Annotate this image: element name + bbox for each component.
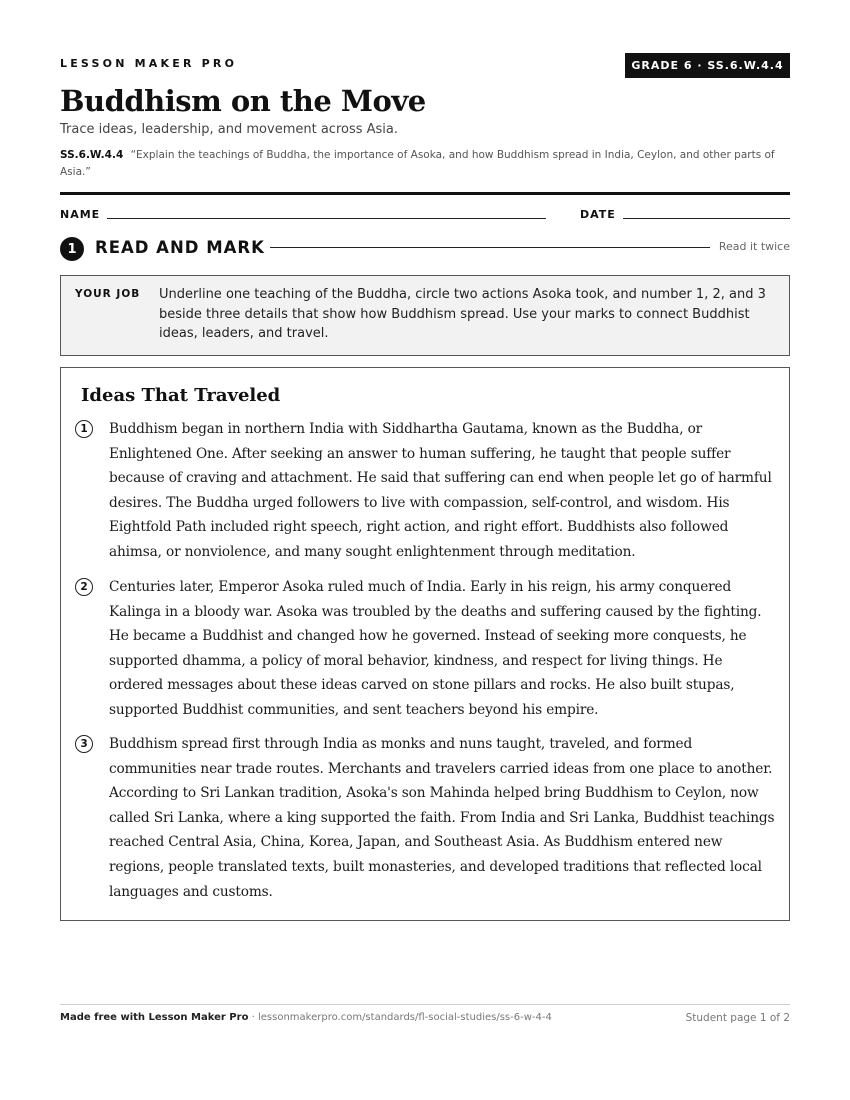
date-label: DATE	[580, 208, 616, 221]
section-number-badge: 1	[60, 237, 84, 261]
paragraph-text: Buddhism spread first through India as monks and nuns taught, traveled, and formed communities near trade routes. Merchants and travelers carried ideas from one place to another. According to Sri Lankan tradition, Asoka's son Mahinda helped bring Buddhism to Ceylon, now called Sri Lanka, where a king supported the faith. From India and Sri Lanka, Buddhist teachings reached Central Asia, China, Korea, Japan, and Southeast Asia. As Buddhism entered new regions, people translated texts, built monasteries, and developed traditions that reflected local languages and customs.	[109, 736, 775, 900]
section-note: Read it twice	[718, 240, 790, 253]
page-subtitle: Trace ideas, leadership, and movement across Asia.	[60, 122, 399, 137]
section-title: READ AND MARK	[95, 238, 265, 257]
grade-badge: GRADE 6 · SS.6.W.4.4	[625, 53, 790, 78]
your-job-label: YOUR JOB	[75, 288, 141, 300]
page-indicator: Student page 1 of 2	[685, 1012, 790, 1024]
standard-code: SS.6.W.4.4	[60, 149, 124, 161]
page-title: Buddhism on the Move	[60, 84, 426, 118]
date-field[interactable]	[623, 218, 790, 219]
your-job-text: Underline one teaching of the Buddha, circle two actions Asoka took, and number 1, 2, and 3 beside three details that show how Buddhism spread. Use your marks to connect Buddhist ideas, leaders, and travel.	[159, 287, 766, 341]
footer-credit	[60, 1012, 552, 1023]
footer-divider	[60, 1004, 790, 1005]
standard-text: “Explain the teachings of Buddha, the importance of Asoka, and how Buddhism spread in India, Ceylon, and other parts of Asia.”	[60, 149, 775, 178]
brand-name: LESSON MAKER PRO	[60, 57, 238, 70]
reading-passage-box	[60, 367, 790, 921]
paragraph-number: 3	[75, 735, 93, 753]
header-divider	[60, 192, 790, 195]
paragraph-text: Centuries later, Emperor Asoka ruled much of India. Early in his reign, his army conquered Kalinga in a bloody war. Asoka was troubled by the deaths and suffering caused by the fighting. He became a Buddhist and changed how he governed. Instead of seeking more conquests, he supported dhamma, a policy of moral behavior, kindness, and respect for living things. He ordered messages about these ideas carved on stone pillars and rocks. He also built stupas, supported Buddhist communities, and sent teachers beyond his empire.	[109, 579, 762, 718]
reading-title: Ideas That Traveled	[81, 385, 281, 406]
standard-statement	[60, 147, 790, 181]
paragraph-number: 1	[75, 420, 93, 438]
footer-made-with: Made free with Lesson Maker Pro	[60, 1012, 249, 1023]
section-divider	[270, 247, 710, 248]
worksheet-page	[60, 0, 790, 1100]
your-job-box	[60, 275, 790, 356]
name-label: NAME	[60, 208, 101, 221]
paragraph-number: 2	[75, 578, 93, 596]
name-field[interactable]	[107, 218, 546, 219]
paragraph-text: Buddhism began in northern India with Siddhartha Gautama, known as the Buddha, or Enlightened One. After seeking an answer to human suffering, he taught that people suffer because of craving and attachment. He said that suffering can end when people let go of harmful desires. The Buddha urged followers to live with compassion, self-control, and wisdom. His Eightfold Path included right speech, right action, and right effort. Buddhists also followed ahimsa, or nonviolence, and many sought enlightenment through meditation.	[109, 421, 772, 560]
footer-url[interactable]: · lessonmakerpro.com/standards/fl-social-studies/ss-6-w-4-4	[248, 1012, 552, 1023]
